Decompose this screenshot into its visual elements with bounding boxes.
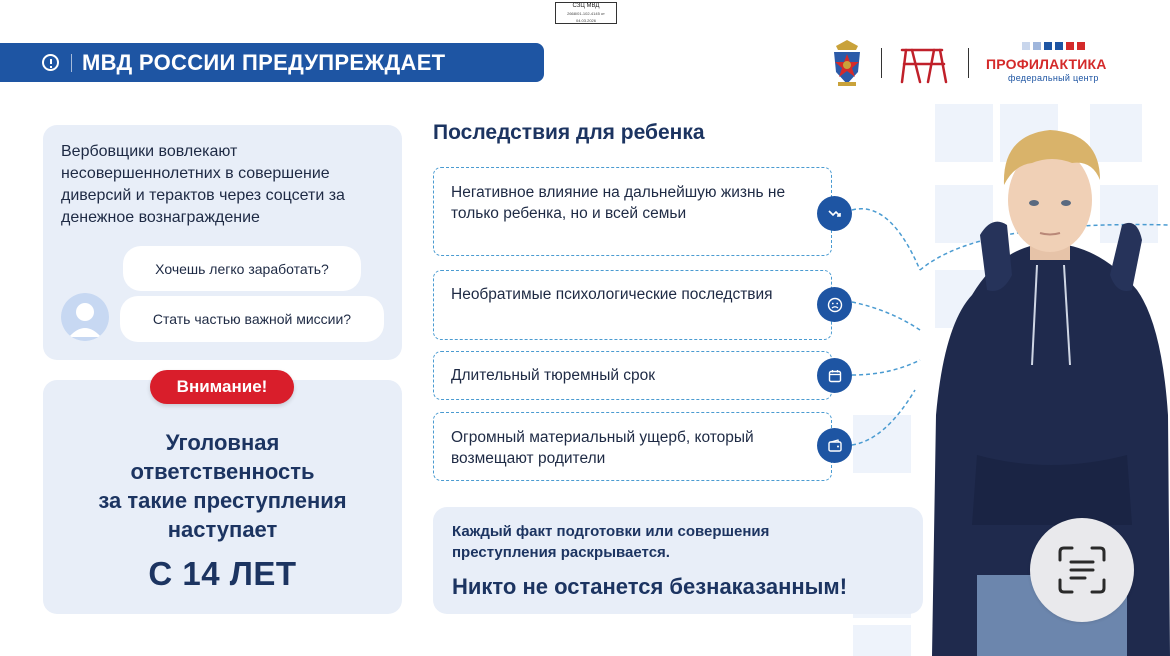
scan-text-icon [1054,542,1110,598]
profilaktika-logo [986,42,1136,86]
registration-stamp [555,2,617,24]
profilaktika-squares [1022,42,1085,50]
banner-divider [71,54,72,72]
chat-bubble-text: Стать частью важной миссии? [152,311,352,327]
liability-text [43,428,402,544]
consequence-text: Длительный тюремный срок [451,367,656,384]
liability-line: наступает [167,517,278,542]
logo-divider [881,48,882,78]
consequence-item [433,351,832,400]
consequence-text: Необратимые психологические последствия [451,286,773,303]
stamp-line-3: 04.03.2026 [575,18,597,23]
profilaktika-subtitle: федеральный центр [1008,73,1099,83]
alert-icon [42,54,59,71]
chat-bubble [123,246,361,291]
chat-bubble-text: Хочешь легко заработать? [155,260,329,277]
stamp-line-1: СЗЦ МВД [572,3,600,9]
consequence-text: Огромный материальный ущерб, который возмещают родители [451,429,754,467]
liability-line: за такие преступления [98,488,347,513]
consequences-title: Последствия для ребенка [433,121,705,144]
sad-face-icon [817,287,852,322]
logos-bar [826,38,1136,88]
calendar-icon [817,358,852,393]
liability-line: ответственность [130,459,315,484]
profilaktika-name: ПРОФИЛАКТИКА [986,56,1107,72]
avatar [61,293,109,341]
stamp-line-2: 2668/01-102-4145 от [567,11,605,16]
disclosure-card [433,507,923,614]
table-logo-icon [898,44,950,84]
liability-line: Уголовная [165,430,280,455]
consequence-item [433,412,832,481]
liability-age: С 14 ЛЕТ [148,555,297,592]
consequence-item [433,270,832,340]
trend-down-icon [817,196,852,231]
wallet-icon [817,428,852,463]
scan-button[interactable] [1030,518,1134,622]
consequence-item [433,167,832,256]
attention-badge: Внимание! [150,370,294,404]
logo-divider [968,48,969,78]
disclosure-text: Каждый факт подготовки или совершения преступления раскрывается. [452,523,770,561]
chat-bubble [120,296,384,342]
consequence-text: Негативное влияние на дальнейшую жизнь не только ребенка, но и всей семьи [451,184,786,222]
page-title: МВД РОССИИ ПРЕДУПРЕЖДАЕТ [82,49,446,75]
recruiters-card [43,125,402,360]
user-avatar-icon [61,293,109,341]
no-impunity-text: Никто не останется безнаказанным! [452,574,848,599]
mvd-emblem-icon [830,38,864,88]
header-banner [0,43,544,82]
recruiters-text: Вербовщики вовлекают несовершеннолетних в совершение диверсий и терактов через соцсети за денежное вознаграждение [61,143,345,226]
